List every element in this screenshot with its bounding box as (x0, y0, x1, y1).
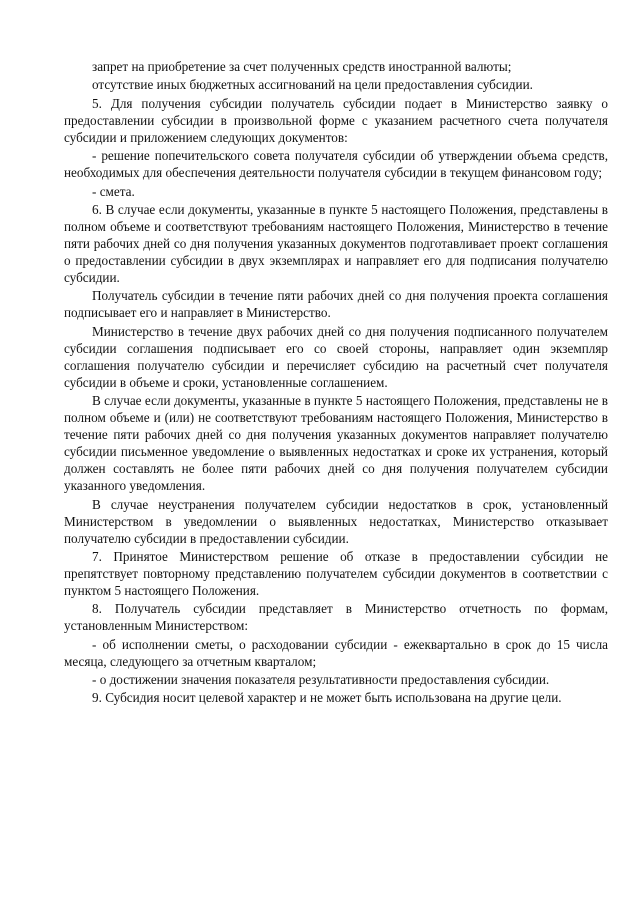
paragraph-board-decision: - решение попечительского совета получателя субсидии об утверждении объема средств, необходимых для обеспечения деятельности получателя субсидии в текущем финансовом году; (64, 148, 608, 181)
paragraph-item-8: 8. Получатель субсидии представляет в Министерство отчетность по формам, установленным Министерством: (64, 601, 608, 634)
paragraph-ministry-signs: Министерство в течение двух рабочих дней со дня получения подписанного получателем субсидии соглашения подписывает его со своей стороны, направляет один экземпляр соглашения получателю субсидии и перечисляет субсидию на расчетный счет получателя субсидии в объеме и сроки, установленные соглашением. (64, 323, 608, 390)
paragraph-item-7: 7. Принятое Министерством решение об отказе в предоставлении субсидии не препятствует повторному представлению получателем субсидии документов в соответствии с пунктом 5 настоящего Положения. (64, 548, 608, 598)
paragraph-incomplete-documents: В случае если документы, указанные в пункте 5 настоящего Положения, представлены не в полном объеме и (или) не соответствуют требованиям настоящего Положения, Министерство в течение пяти рабочих дней со дня получения указанных документов направляет получателю субсидии письменное уведомление о выявленных недостатках и сроке их устранения, который должен составлять не более пяти рабочих дней со дня получения получателем субсидии указанного уведомления. (64, 393, 608, 494)
paragraph-currency-ban: запрет на приобретение за счет полученных средств иностранной валюты; (92, 59, 512, 74)
paragraph-estimate: - смета. (92, 183, 135, 199)
paragraph-item-5: 5. Для получения субсидии получатель субсидии подает в Министерство заявку о предоставлении субсидии в произвольной форме с указанием расчетного счета получателя субсидии и приложением следующих документов: (64, 95, 608, 145)
paragraph-report-estimate: - об исполнении сметы, о расходовании субсидии - ежеквартально в срок до 15 числа месяца, следующего за отчетным кварталом; (64, 636, 608, 669)
paragraph-recipient-signs: Получатель субсидии в течение пяти рабочих дней со дня получения проекта соглашения подписывает его и направляет в Министерство. (64, 288, 608, 321)
paragraph-refusal: В случае неустранения получателем субсидии недостатков в срок, установленный Министерством в уведомлении о выявленных недостатках, Министерство отказывает получателю субсидии в предоставлении субсидии. (64, 496, 608, 546)
paragraph-item-9: 9. Субсидия носит целевой характер и не может быть использована на другие цели. (92, 690, 562, 706)
paragraph-item-6: 6. В случае если документы, указанные в пункте 5 настоящего Положения, представлены в полном объеме и соответствуют требованиям настоящего Положения, Министерство в течение пяти рабочих дней со дня получения указанных документов подготавливает проект соглашения о предоставлении субсидии в двух экземплярах и направляет его для подписания получателю субсидии. (64, 201, 608, 285)
paragraph-report-indicator: - о достижении значения показателя результативности предоставления субсидии. (92, 672, 550, 688)
paragraph-no-other-allocations: отсутствие иных бюджетных ассигнований на цели предоставления субсидии. (92, 77, 533, 93)
